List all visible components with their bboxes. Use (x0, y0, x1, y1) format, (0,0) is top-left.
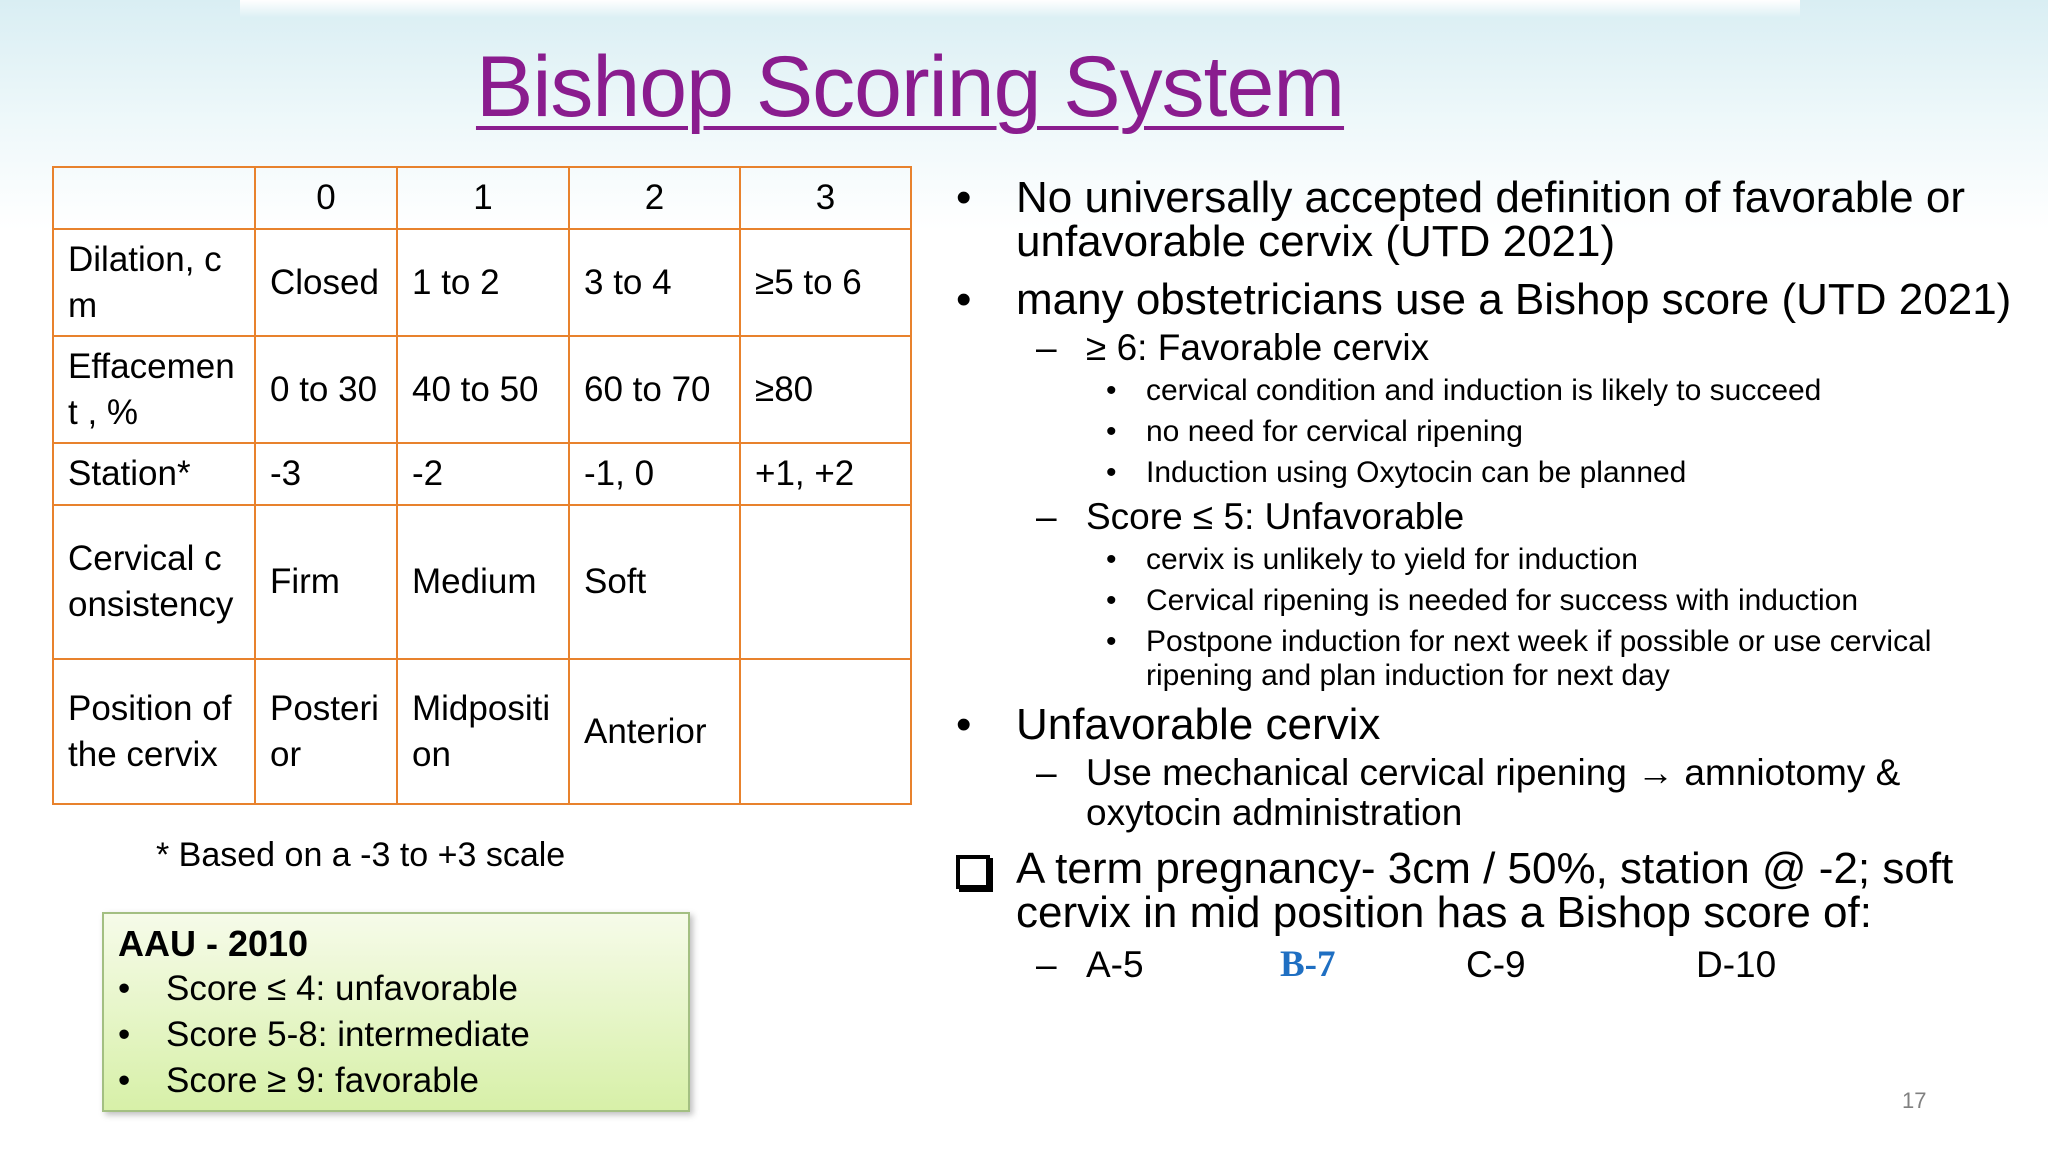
table-header-cell (53, 167, 255, 229)
table-cell: ≥80 (740, 336, 911, 443)
bullet-text: many obstetricians use a Bishop score (UTD 2021) (1016, 275, 2012, 324)
dash-bullet: – (1036, 327, 1057, 368)
question-text: A term pregnancy- 3cm / 50%, station @ -2; soft cervix in mid position has a Bishop score of: (1016, 844, 1954, 937)
table-row (53, 659, 911, 804)
aau-item-text: Score ≥ 9: favorable (166, 1061, 479, 1100)
table-footnote: * Based on a -3 to +3 scale (156, 836, 566, 874)
table-cell: 40 to 50 (397, 336, 569, 443)
sub-sub-bullet-item (1106, 374, 2016, 408)
answer-option-c: C-9 (1466, 944, 1526, 985)
sub-sub-bullet-item (1106, 415, 2016, 449)
table-row (53, 443, 911, 505)
table-row-label: Cervical consistency (53, 505, 255, 659)
table-cell: Posterior (255, 659, 397, 804)
dash-bullet: – (1036, 496, 1057, 537)
bullet-text: cervical condition and induction is likely to succeed (1146, 374, 1822, 407)
aau-item-text: Score 5-8: intermediate (166, 1015, 530, 1054)
table-row-label: Station* (53, 443, 255, 505)
table-cell: -2 (397, 443, 569, 505)
bullet-dot: • (1106, 543, 1117, 576)
bullet-dot: • (1106, 374, 1117, 407)
table-cell: ≥5 to 6 (740, 229, 911, 336)
table-cell: Closed (255, 229, 397, 336)
bullet-dot: • (956, 700, 972, 749)
dash-bullet: – (1036, 752, 1057, 793)
bullet-dot: • (1106, 584, 1117, 617)
bullet-text: Score ≤ 5: Unfavorable (1086, 496, 1465, 537)
bullet-dot: • (1106, 415, 1117, 448)
bullet-dot: • (118, 969, 131, 1008)
bullet-content (956, 173, 2016, 985)
table-header-cell: 0 (255, 167, 397, 229)
question-item (956, 844, 2016, 937)
bullet-item (956, 700, 2016, 749)
aau-item (118, 1012, 674, 1058)
bullet-item (956, 275, 2016, 324)
table-cell: +1, +2 (740, 443, 911, 505)
sub-sub-bullet-item (1106, 543, 2016, 577)
bullet-dot: • (956, 275, 972, 324)
answer-option-a: A-5 (1086, 944, 1144, 985)
table-cell: Midposition (397, 659, 569, 804)
bishop-score-table (52, 166, 912, 805)
table-row (53, 336, 911, 443)
checkbox-icon (956, 855, 990, 889)
table-row-label: Position of the cervix (53, 659, 255, 804)
aau-2010-box (102, 912, 690, 1112)
checkbox-bullet (956, 847, 1016, 935)
bullet-dot: • (956, 173, 972, 222)
table-row (53, 505, 911, 659)
answer-options (1036, 945, 2016, 985)
bullet-text: Induction using Oxytocin can be planned (1146, 456, 1687, 489)
slide-title: Bishop Scoring System (475, 39, 1345, 135)
dash-bullet: – (1036, 944, 1057, 985)
bullet-dot: • (118, 1015, 131, 1054)
aau-item (118, 1058, 674, 1104)
sub-sub-bullet-item (1106, 456, 2016, 490)
table-header-cell: 3 (740, 167, 911, 229)
table-cell: Soft (569, 505, 740, 659)
aau-box-title: AAU - 2010 (118, 923, 309, 964)
bullet-text: No universally accepted definition of favorable or unfavorable cervix (UTD 2021) (1016, 173, 1965, 266)
table-cell: 3 to 4 (569, 229, 740, 336)
bullet-text: Use mechanical cervical ripening → amniotomy & oxytocin administration (1086, 752, 1901, 833)
sub-bullet-item (1036, 328, 2016, 368)
sub-sub-bullet-item (1106, 584, 2016, 618)
table-cell: 60 to 70 (569, 336, 740, 443)
answer-option-b-correct: B-7 (1280, 944, 1336, 985)
table-cell: -1, 0 (569, 443, 740, 505)
table-header-row (53, 167, 911, 229)
table-cell: Anterior (569, 659, 740, 804)
table-cell: 0 to 30 (255, 336, 397, 443)
bullet-text: Cervical ripening is needed for success with induction (1146, 584, 1859, 617)
sub-bullet-item (1036, 497, 2016, 537)
bullet-dot: • (118, 1061, 131, 1100)
top-glow (240, 0, 1800, 18)
table-cell: 1 to 2 (397, 229, 569, 336)
bullet-dot: • (1106, 456, 1117, 489)
table-header-cell: 1 (397, 167, 569, 229)
table-cell (740, 505, 911, 659)
bullet-text: ≥ 6: Favorable cervix (1086, 327, 1430, 368)
table-cell: -3 (255, 443, 397, 505)
sub-bullet-item (1036, 753, 2016, 833)
table-header-cell: 2 (569, 167, 740, 229)
table-cell (740, 659, 911, 804)
bullet-text: no need for cervical ripening (1146, 415, 1523, 448)
bullet-dot: • (1106, 625, 1117, 658)
aau-item-text: Score ≤ 4: unfavorable (166, 969, 518, 1008)
page-number: 17 (1902, 1088, 1927, 1113)
bullet-text: Unfavorable cervix (1016, 700, 1381, 749)
table-row (53, 229, 911, 336)
sub-sub-bullet-item (1106, 625, 2016, 693)
table-row-label: Dilation, cm (53, 229, 255, 336)
bullet-item (956, 173, 2016, 266)
bullet-text: cervix is unlikely to yield for induction (1146, 543, 1638, 576)
table-row-label: Effacement , % (53, 336, 255, 443)
table-cell: Firm (255, 505, 397, 659)
table-cell: Medium (397, 505, 569, 659)
bullet-text: Postpone induction for next week if possible or use cervical ripening and plan induction for next day (1146, 625, 1932, 692)
answer-option-d: D-10 (1696, 944, 1777, 985)
aau-item (118, 966, 674, 1012)
